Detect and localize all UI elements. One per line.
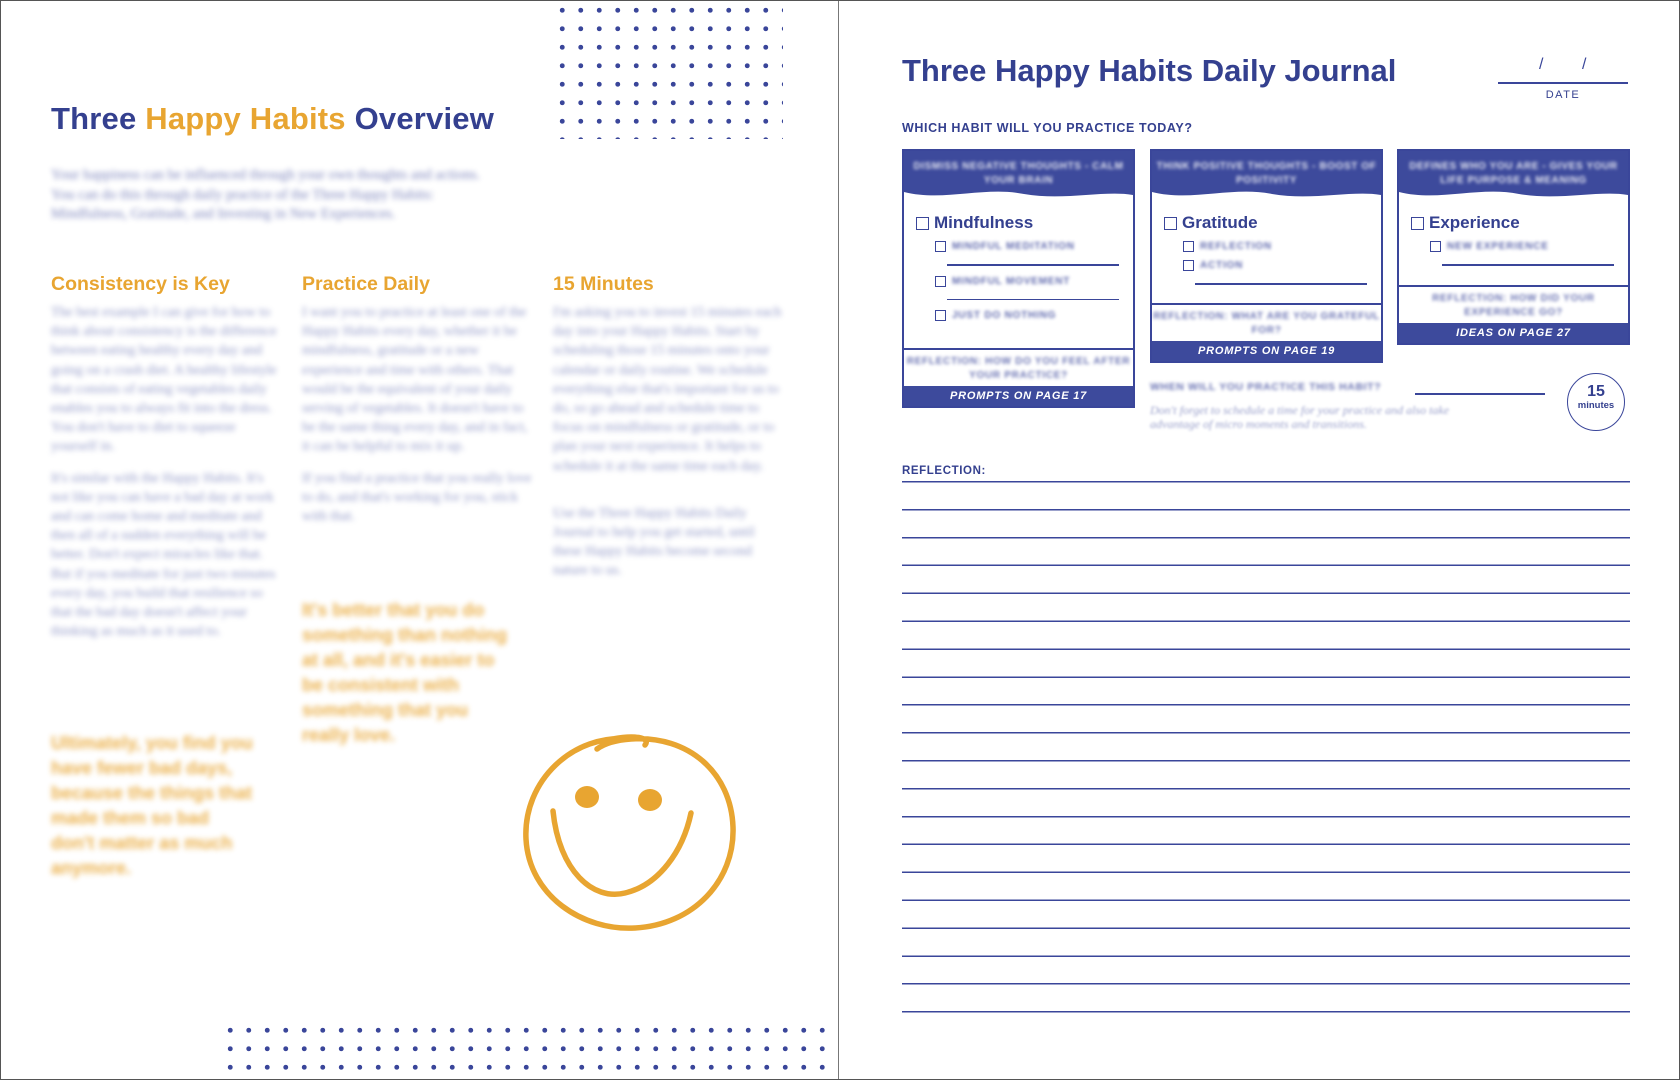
when-practice-line[interactable]: [1415, 393, 1545, 395]
which-habit-heading: WHICH HABIT WILL YOU PRACTICE TODAY?: [902, 121, 1193, 135]
checkbox-icon[interactable]: [935, 241, 946, 252]
overview-title: [51, 101, 494, 137]
write-in-line[interactable]: [1442, 264, 1614, 266]
checkbox-icon[interactable]: [935, 310, 946, 321]
column-practice-daily: [302, 273, 534, 538]
column-15-minutes: [553, 273, 785, 593]
checkbox-icon[interactable]: [916, 217, 929, 230]
column-body: [302, 303, 534, 526]
sub-option-row[interactable]: [1430, 241, 1628, 252]
column-paragraph: It's similar with the Happy Habits. It's not like you can have a bad day at work and can come home and meditate and then all of a sudden everything will be better. Don't expect miracles like that. But if you meditate for just two minutes every day, you build that resilience so that the bad day doesn't affect your thinking as much as it used to.: [51, 470, 276, 640]
card-reflection-text: REFLECTION: HOW DO YOU FEEL AFTER YOUR PRACTICE?: [906, 356, 1131, 381]
wave-divider: [904, 188, 1133, 200]
write-in-line[interactable]: [947, 264, 1119, 266]
title-part-1: Three: [51, 101, 137, 136]
checkbox-icon[interactable]: [1183, 241, 1194, 252]
column-body: [553, 303, 785, 581]
date-label: DATE: [1545, 89, 1581, 101]
column-heading: Practice Daily: [302, 273, 430, 295]
intro-paragraph: Your happiness can be influenced through your own thoughts and actions. You can do this through daily practice of the Three Happy Habits: Mindfulness, Gratitude, and Investing in New Experiences.: [51, 167, 481, 222]
habit-checkbox-row[interactable]: [1411, 213, 1628, 233]
column-heading: 15 Minutes: [553, 273, 654, 295]
column-body: [51, 303, 283, 641]
habit-name: Experience: [1429, 213, 1520, 232]
card-header-text: DISMISS NEGATIVE THOUGHTS - CALM YOUR BRAIN: [913, 161, 1124, 186]
card-reflection-text: REFLECTION: WHAT ARE YOU GRATEFUL FOR?: [1153, 311, 1380, 336]
sub-option-label: MINDFUL MEDITATION: [952, 241, 1075, 252]
habit-checkbox-row[interactable]: [1164, 213, 1381, 233]
reflection-label: REFLECTION:: [902, 465, 986, 477]
card-header-text: THINK POSITIVE THOUGHTS - BOOST OF POSITIVITY: [1156, 161, 1377, 186]
wave-divider: [1399, 188, 1628, 200]
column-heading: Consistency is Key: [51, 273, 230, 295]
sub-option-label: JUST DO NOTHING: [952, 310, 1057, 321]
when-practice-label: WHEN WILL YOU PRACTICE THIS HABIT?: [1150, 381, 1382, 393]
timer-unit: minutes: [1577, 400, 1615, 411]
sub-option-label: NEW EXPERIENCE: [1447, 241, 1549, 252]
title-accent: Happy Habits: [145, 101, 346, 136]
column-paragraph: The best example I can give for how to think about consistency is the difference between eating healthy every day and going on a crash diet. A healthy lifestyle that consists of eating vegetables daily enables you to always fit into the dress. You don't have to diet to squeeze yourself in.: [51, 305, 277, 455]
reflection-ruled-lines[interactable]: [902, 481, 1630, 1017]
checkbox-icon[interactable]: [1164, 217, 1177, 230]
card-reflection[interactable]: [1399, 285, 1628, 320]
dot-pattern-bottom: [221, 1021, 839, 1079]
habit-card-experience: [1397, 149, 1630, 345]
checkbox-icon[interactable]: [1183, 260, 1194, 271]
habit-card-mindfulness: [902, 149, 1135, 408]
card-footer: PROMPTS ON PAGE 17: [904, 386, 1133, 406]
date-field[interactable]: [1498, 55, 1628, 105]
sub-option-row[interactable]: [1183, 260, 1381, 271]
card-reflection[interactable]: [1152, 303, 1381, 338]
checkbox-icon[interactable]: [935, 276, 946, 287]
pull-quote: Ultimately, you find you have fewer bad days, because the things that made them so bad don't matter as much anymore.: [51, 733, 253, 878]
title-part-2: Overview: [354, 101, 495, 136]
column-paragraph: Use the Three Happy Habits Daily Journal to help you get started, until these Happy Habits become second nature to us.: [553, 505, 755, 579]
sub-option-label: REFLECTION: [1200, 241, 1272, 252]
sub-option-label: ACTION: [1200, 260, 1244, 271]
timer-number: 15: [1587, 383, 1605, 400]
date-slash: /: [1539, 56, 1544, 73]
checkbox-icon[interactable]: [1411, 217, 1424, 230]
card-header: [1399, 151, 1628, 199]
card-header: [904, 151, 1133, 199]
column-consistency: [51, 273, 283, 653]
write-in-line[interactable]: [1195, 283, 1367, 285]
smiley-face-icon: [513, 721, 743, 941]
card-header-text: DEFINES WHO YOU ARE - GIVES YOUR LIFE PURPOSE & MEANING: [1409, 161, 1618, 186]
card-reflection[interactable]: [904, 348, 1133, 383]
card-footer: PROMPTS ON PAGE 19: [1152, 341, 1381, 361]
sub-option-row[interactable]: [935, 310, 1133, 321]
pull-quote: It's better that you do something than nothing at all, and it's easier to be consistent with something that you really love.: [302, 600, 507, 745]
card-reflection-text: REFLECTION: HOW DID YOUR EXPERIENCE GO?: [1432, 293, 1595, 318]
habit-name: Mindfulness: [934, 213, 1034, 232]
wave-divider: [1152, 188, 1381, 200]
overview-page: [1, 1, 839, 1079]
fifteen-minutes-badge: [1567, 373, 1625, 431]
sub-option-label: MINDFUL MOVEMENT: [952, 275, 1071, 287]
column-paragraph: I want you to practice at least one of the Happy Habits every day, whether it be mindfulness, gratitude or a new experience and time with others. That would be the equivalent of your daily serving of vegetables. It doesn't have to be the same thing every day, and in fact, it can be helpful to mix it up.: [302, 305, 528, 455]
card-header: [1152, 151, 1381, 199]
habit-card-gratitude: [1150, 149, 1383, 363]
write-in-line[interactable]: [947, 299, 1119, 301]
habit-name: Gratitude: [1182, 213, 1258, 232]
column-paragraph: I'm asking you to invest 15 minutes each day into your Happy Habits. Start by scheduling those 15 minutes onto your calendar or daily routine. We schedule everything else that's important for us to do, so go ahead and schedule time to focus on mindfulness or gratitude, or to plan your next experience. It helps to schedule it at the same time each day.: [553, 305, 782, 474]
date-line: [1498, 82, 1628, 84]
daily-journal-page: [840, 1, 1679, 1079]
sub-option-row[interactable]: [935, 241, 1133, 252]
checkbox-icon[interactable]: [1430, 241, 1441, 252]
habit-checkbox-row[interactable]: [916, 213, 1133, 233]
when-practice-note: Don't forget to schedule a time for your practice and also take advantage of micro moments and transitions.: [1150, 403, 1450, 431]
sub-option-row[interactable]: [1183, 241, 1381, 252]
column-paragraph: If you find a practice that you really love to do, and that's working for you, stick with that.: [302, 470, 532, 525]
dot-pattern-top: [553, 1, 783, 139]
date-slash: /: [1582, 56, 1587, 73]
journal-title: Three Happy Habits Daily Journal: [902, 53, 1397, 88]
card-footer: IDEAS ON PAGE 27: [1399, 323, 1628, 343]
sub-option-row[interactable]: [935, 276, 1133, 287]
